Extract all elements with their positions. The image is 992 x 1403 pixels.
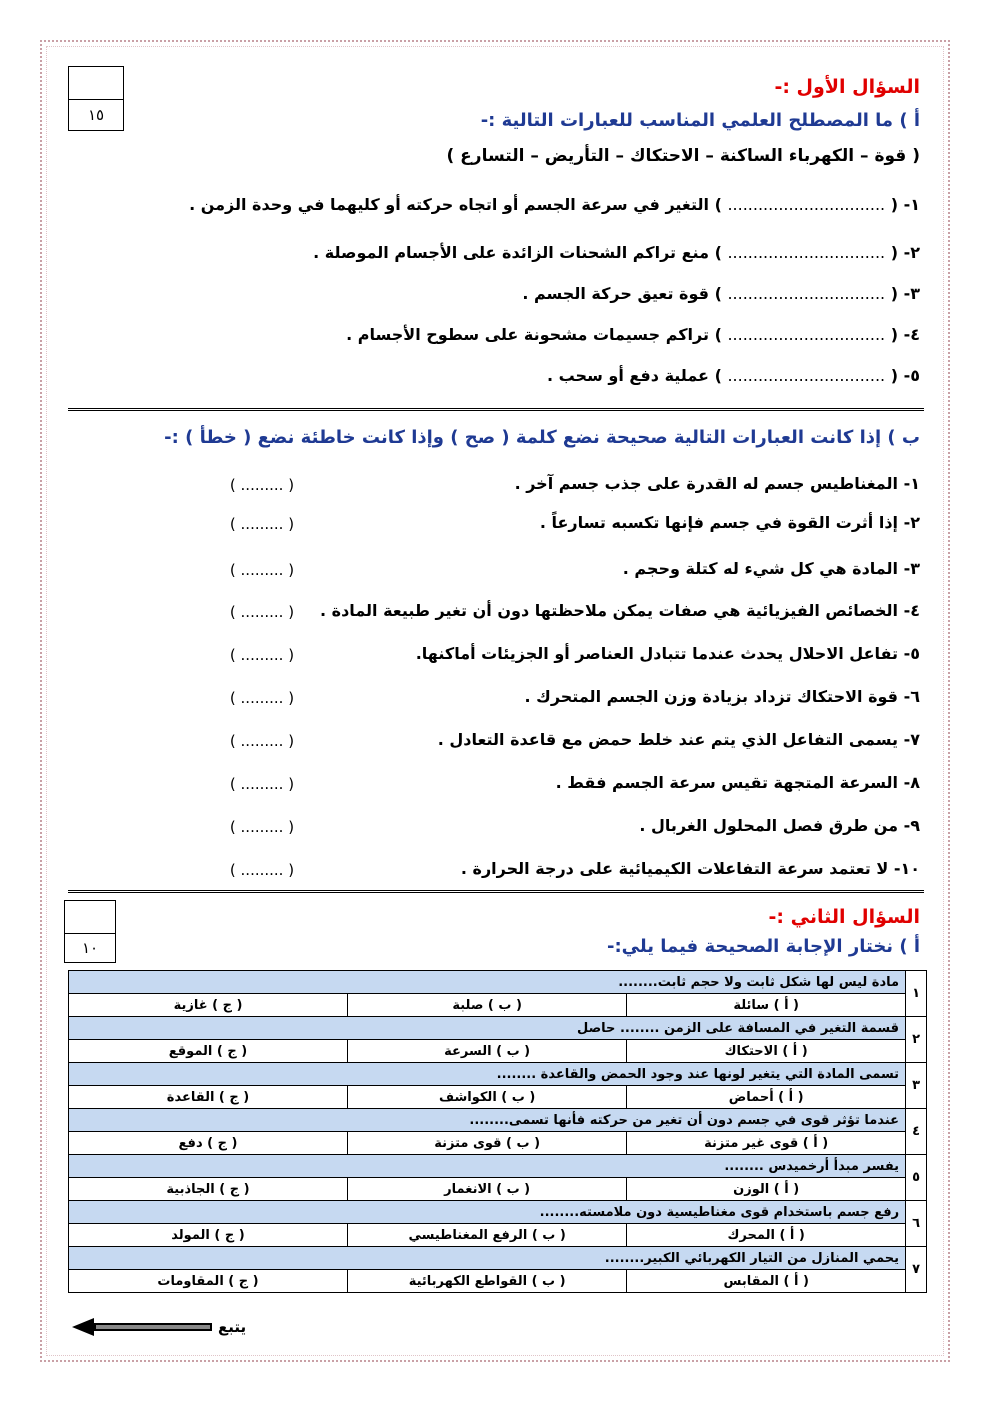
mcq-question-row [69,1247,927,1270]
answer-blank[interactable]: ............................... [727,243,886,262]
mcq-stem: يحمي المنازل من التيار الكهربائي الكبير........ [69,1247,906,1270]
mcq-option-a[interactable]: ( أ ) الاحتكاك [627,1040,906,1063]
tf-item-text: ٩- من طرق فصل المحلول الغربال . [639,816,920,835]
mcq-option-c[interactable]: ( ج ) المقاومات [69,1270,348,1293]
mcq-option-c[interactable]: ( ج ) الجاذبية [69,1178,348,1201]
item-text: عملية دفع أو سحب . [546,366,709,385]
q1-parta-item [547,366,920,385]
mcq-stem: عندما تؤثر قوى في جسم دون أن تغير من حركته فأنها تسمى........ [69,1109,906,1132]
mcq-options-row [69,1224,927,1247]
tf-item-text: ٢- إذا أثرت القوة في جسم فإنها تكسبه تسارعاً . [539,513,920,532]
item-paren-close: ) [714,366,722,385]
q1-parta-item [313,243,920,262]
mcq-number: ١ [906,971,927,1017]
tf-answer-blank[interactable]: ( ......... ) [229,603,295,621]
tf-item-text: ٧- يسمى التفاعل الذي يتم عند خلط حمض مع قاعدة التعادل . [437,730,920,749]
mcq-stem: قسمة التغير في المسافة على الزمن ........ حاصل [69,1017,906,1040]
tf-answer-blank[interactable]: ( ......... ) [229,775,295,793]
mcq-options-row [69,1270,927,1293]
item-number: ٢- ( [890,243,920,262]
tf-answer-blank[interactable]: ( ......... ) [229,515,295,533]
section-divider [68,890,924,893]
mcq-stem: مادة ليس لها شكل ثابت ولا حجم ثابت........ [69,971,906,994]
item-paren-close: ) [714,243,722,262]
mcq-option-b[interactable]: ( ب ) قوى متزنة [348,1132,627,1155]
tf-answer-blank[interactable]: ( ......... ) [229,476,295,494]
mcq-table [68,970,927,1293]
item-text: التغير في سرعة الجسم أو اتجاه حركته أو كليهما في وحدة الزمن . [189,195,709,214]
tf-item-text: ١- المغناطيس جسم له القدرة على جذب جسم آخر . [514,474,920,493]
q1-parta-item [522,284,920,303]
q1-word-bank: ( قوة – الكهرباء الساكنة – الاحتكاك – التأريض – التسارع ) [446,146,920,166]
answer-blank[interactable]: ............................... [727,325,886,344]
mcq-option-a[interactable]: ( أ ) قوى غير متزنة [627,1132,906,1155]
mcq-number: ٥ [906,1155,927,1201]
mcq-option-a[interactable]: ( أ ) المحرك [627,1224,906,1247]
mcq-stem: يفسر مبدأ أرخميدس ........ [69,1155,906,1178]
mcq-number: ٤ [906,1109,927,1155]
tf-item-text: ٨- السرعة المتجهة تقيس سرعة الجسم فقط . [555,773,920,792]
section-divider [68,408,924,411]
mcq-option-a[interactable]: ( أ ) سائلة [627,994,906,1017]
answer-blank[interactable]: ............................... [727,195,886,214]
mcq-options-row [69,1178,927,1201]
answer-blank[interactable]: ............................... [727,366,886,385]
mcq-option-b[interactable]: ( ب ) الرفع المغناطيسي [348,1224,627,1247]
mcq-option-c[interactable]: ( ج ) دفع [69,1132,348,1155]
mcq-question-row [69,1201,927,1224]
tf-item-text: ٣- المادة هي كل شيء له كتلة وحجم . [622,559,920,578]
mcq-options-row [69,1040,927,1063]
mcq-options-row [69,994,927,1017]
mcq-option-a[interactable]: ( أ ) أحماض [627,1086,906,1109]
arrow-left-icon [72,1318,212,1336]
q2-subtitle: أ ) نختار الإجابة الصحيحة فيما يلي:- [607,936,920,957]
mcq-options-row [69,1132,927,1155]
q1-title: السؤال الأول :- [774,76,920,98]
q2-score-box [64,900,116,963]
mcq-number: ٦ [906,1201,927,1247]
mcq-option-b[interactable]: ( ب ) القواطع الكهربائية [348,1270,627,1293]
tf-answer-blank[interactable]: ( ......... ) [229,689,295,707]
item-text: قوة تعيق حركة الجسم . [522,284,709,303]
exam-page [60,60,932,1350]
q1-partb-title: ب ) إذا كانت العبارات التالية صحيحة نضع كلمة ( صح ) وإذا كانت خاطئة نضع ( خطأ ) :- [164,427,920,448]
item-text: منع تراكم الشحنات الزائدة على الأجسام الموصلة . [313,243,709,262]
mcq-option-a[interactable]: ( أ ) الوزن [627,1178,906,1201]
continue-label: يتبع [218,1318,247,1336]
mcq-option-c[interactable]: ( ج ) الموقع [69,1040,348,1063]
tf-answer-blank[interactable]: ( ......... ) [229,861,295,879]
mcq-options-row [69,1086,927,1109]
mcq-number: ٣ [906,1063,927,1109]
tf-answer-blank[interactable]: ( ......... ) [229,561,295,579]
item-number: ٤- ( [890,325,920,344]
mcq-option-b[interactable]: ( ب ) الكواشف [348,1086,627,1109]
item-paren-close: ) [714,195,722,214]
continue-indicator [72,1318,246,1336]
tf-answer-blank[interactable]: ( ......... ) [229,646,295,664]
q1-parta-item [189,195,920,214]
mcq-question-row [69,1063,927,1086]
item-text: تراكم جسيمات مشحونة على سطوح الأجسام . [346,325,709,344]
q1-score-blank [69,67,123,100]
mcq-number: ٧ [906,1247,927,1293]
item-number: ٥- ( [890,366,920,385]
tf-item-text: ٤- الخصائص الفيزيائية هي صفات يمكن ملاحظتها دون أن تغير طبيعة المادة . [320,601,920,620]
mcq-option-b[interactable]: ( ب ) السرعة [348,1040,627,1063]
answer-blank[interactable]: ............................... [727,284,886,303]
q1-score: ١٥ [87,106,105,124]
mcq-option-c[interactable]: ( ج ) غازية [69,994,348,1017]
q1-parta-item [346,325,920,344]
mcq-option-a[interactable]: ( أ ) المقابس [627,1270,906,1293]
mcq-stem: تسمى المادة التي يتغير لونها عند وجود الحمض والقاعدة ........ [69,1063,906,1086]
item-number: ٣- ( [890,284,920,303]
mcq-question-row [69,1017,927,1040]
item-paren-close: ) [714,325,722,344]
q1-parta-title: أ ) ما المصطلح العلمي المناسب للعبارات التالية :- [480,110,920,131]
mcq-question-row [69,1109,927,1132]
mcq-option-c[interactable]: ( ج ) المولد [69,1224,348,1247]
item-number: ١- ( [890,195,920,214]
mcq-question-row [69,971,927,994]
tf-answer-blank[interactable]: ( ......... ) [229,818,295,836]
q2-score: ١٠ [81,939,99,957]
tf-item-text: ٦- قوة الاحتكاك تزداد بزيادة وزن الجسم المتحرك . [524,687,920,706]
q2-title: السؤال الثاني :- [768,906,920,928]
mcq-number: ٢ [906,1017,927,1063]
q1-score-box [68,66,124,131]
mcq-option-b[interactable]: ( ب ) صلبة [348,994,627,1017]
mcq-option-b[interactable]: ( ب ) الانغمار [348,1178,627,1201]
q2-score-blank [65,901,115,934]
item-paren-close: ) [714,284,722,303]
mcq-stem: رفع جسم باستخدام قوى مغناطيسية دون ملامسته........ [69,1201,906,1224]
mcq-question-row [69,1155,927,1178]
tf-item-text: ٥- تفاعل الاحلال يحدث عندما تتبادل العناصر أو الجزيئات أماكنها. [415,644,920,663]
mcq-option-c[interactable]: ( ج ) القاعدة [69,1086,348,1109]
tf-answer-blank[interactable]: ( ......... ) [229,732,295,750]
tf-item-text: ١٠- لا تعتمد سرعة التفاعلات الكيميائية على درجة الحرارة . [460,859,920,878]
